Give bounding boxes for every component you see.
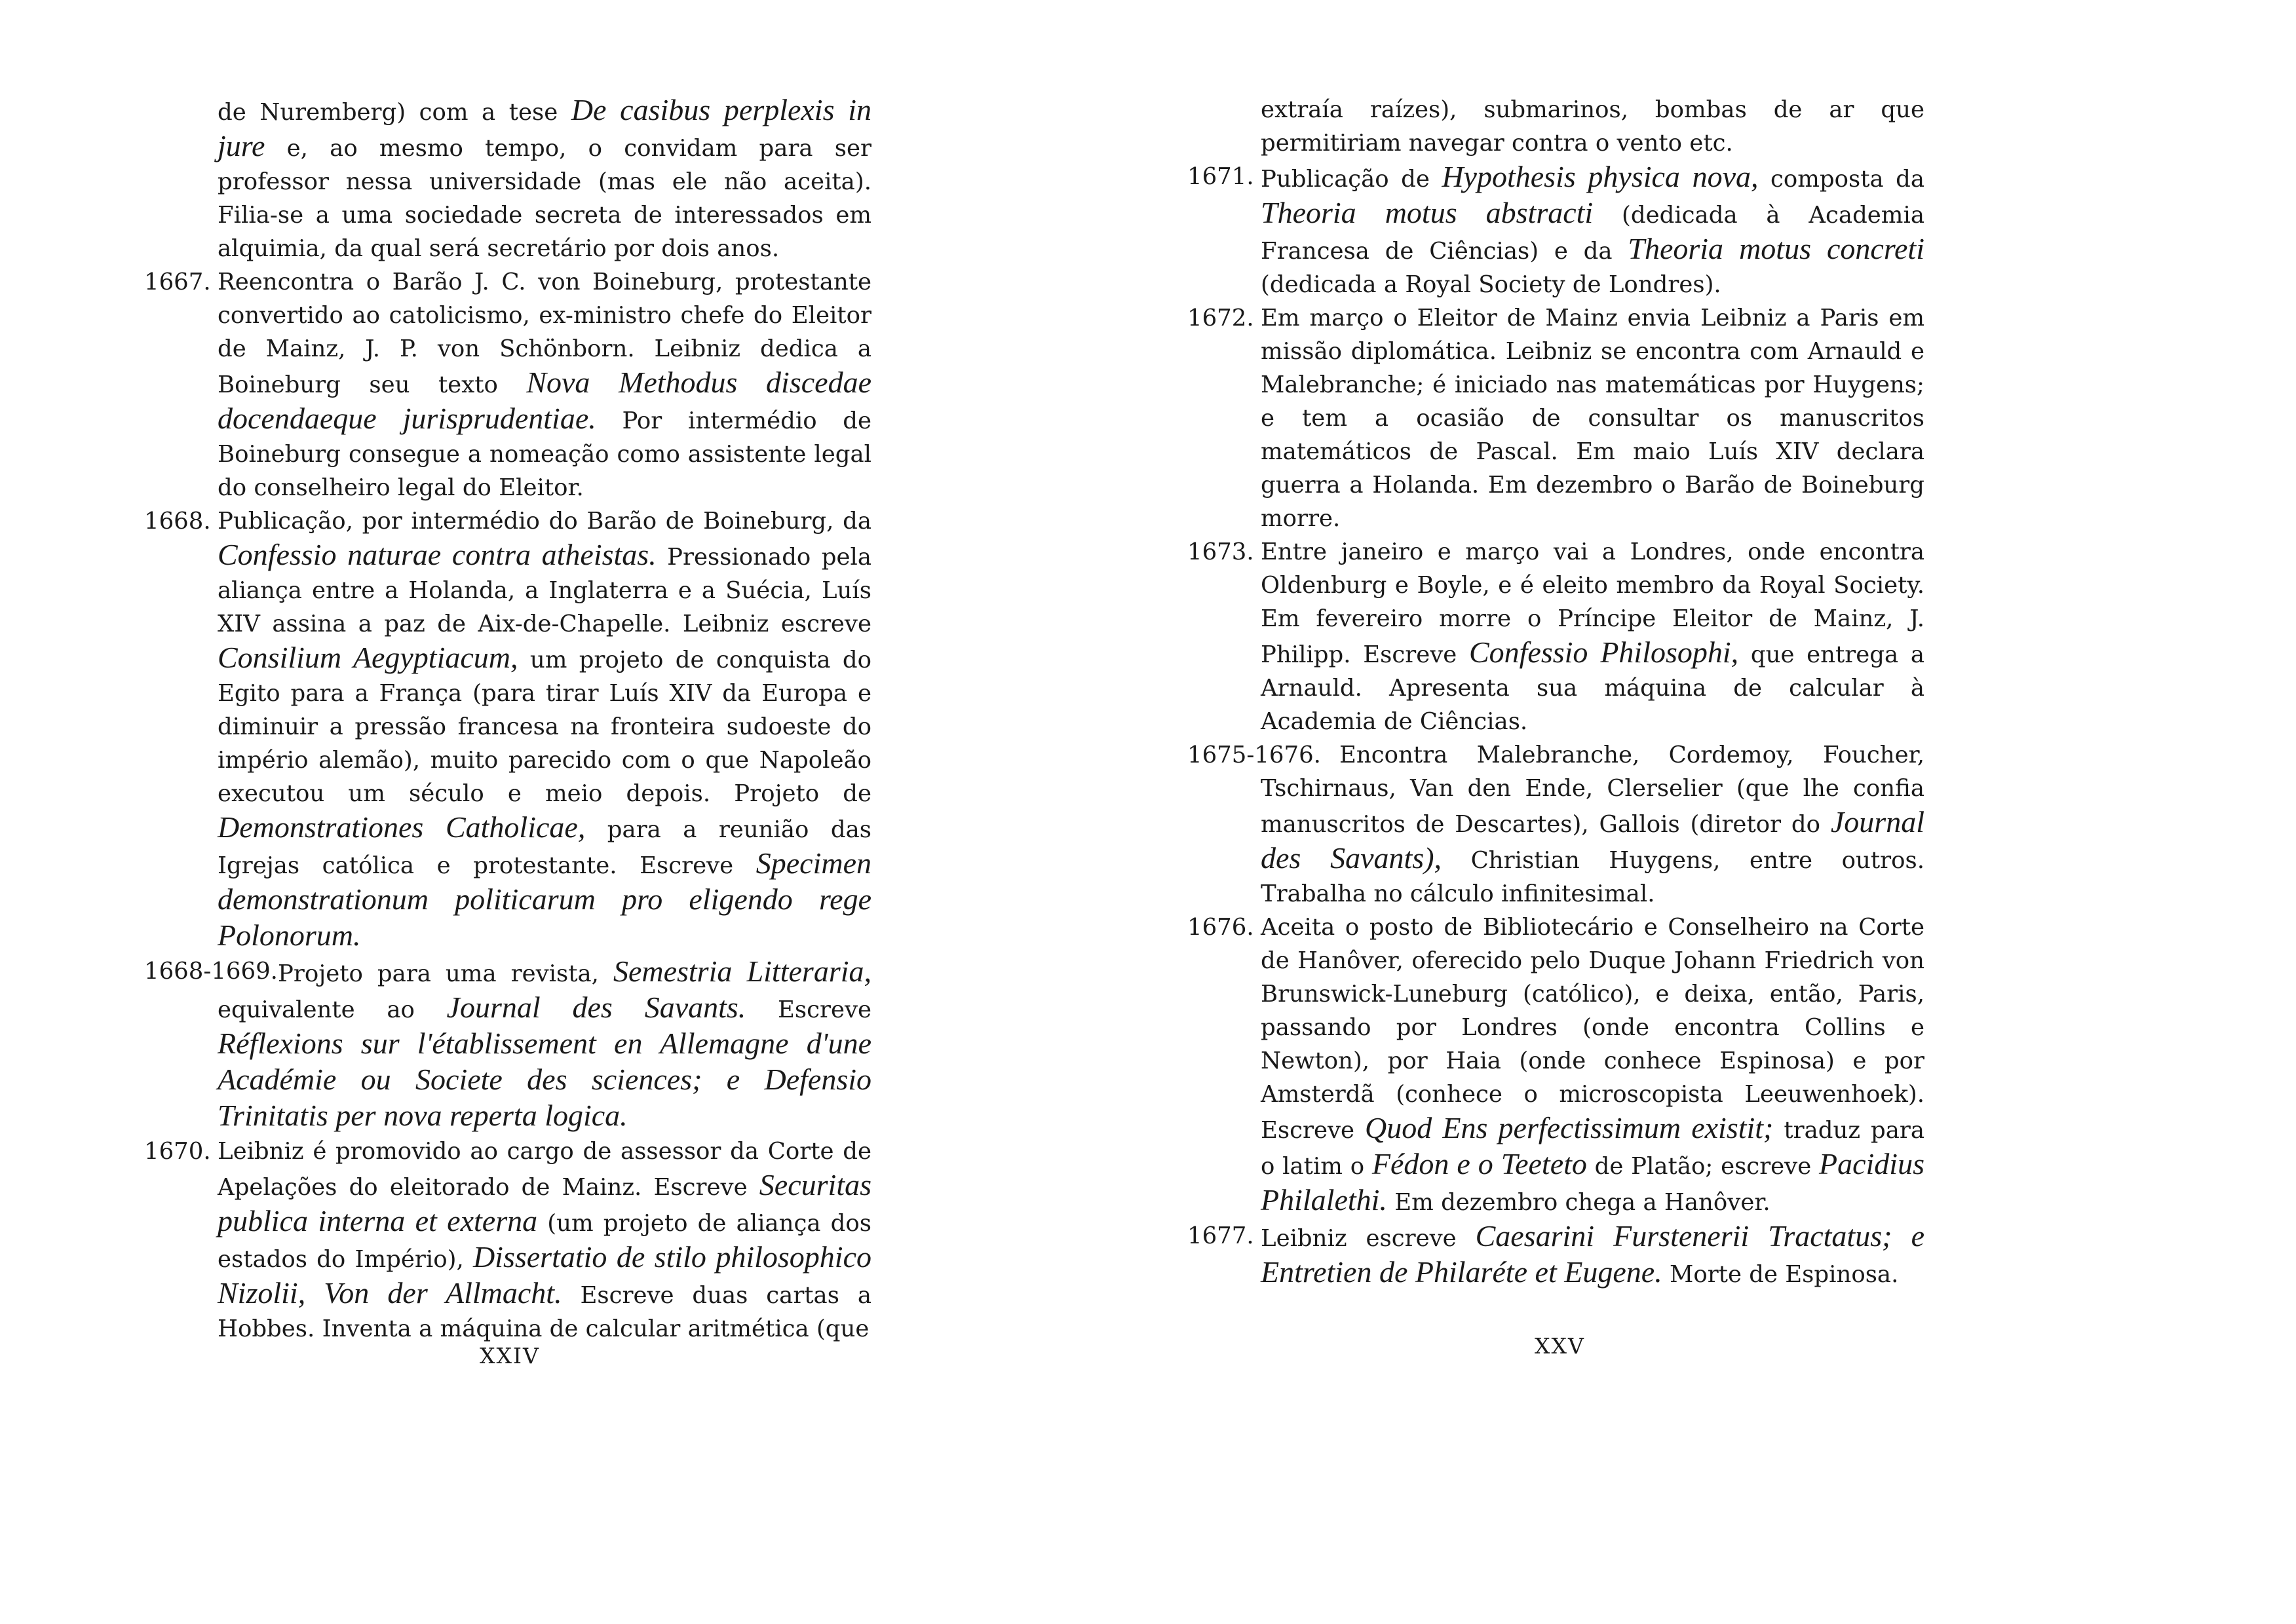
- entry-text: Escreve: [746, 996, 872, 1023]
- entry-year: 1676.: [1187, 914, 1254, 941]
- entry-text: Reencontra o Barão J. C. von Boineburg, protestante convertido ao catolicismo, ex-ministro chefe do Eleitor de Mainz, J. P. von Schönborn. Leibniz dedica a Boineburg seu texto: [218, 269, 871, 398]
- entry-text: Pressionado pela aliança entre a Holanda, a Inglaterra e a Suécia, Luís XIV assina a paz de Aix-de-Chapelle. Leibniz escreve: [218, 544, 871, 637]
- entry-text: equivalente ao: [218, 996, 447, 1023]
- page-number: XXIV: [480, 1343, 540, 1369]
- work-title: Confessio naturae contra atheistas.: [218, 538, 657, 571]
- work-title: Caesarini Furstenerii Tractatus; e Entretien de Philaréte et Eugene.: [1261, 1219, 1924, 1289]
- work-title: Nova Methodus discedae docendaeque jurisprudentiae.: [218, 366, 871, 435]
- left-page: [144, 93, 871, 1346]
- work-title: Theoria motus abstracti: [1261, 196, 1594, 229]
- work-title: Réflexions sur l'établissement en Allemagne d'une Académie ou Societe des sciences; e Defensio Trinitatis per nova reperta logica.: [218, 1027, 871, 1132]
- timeline-entry-1677: [1187, 1219, 1924, 1291]
- entry-text: Entre janeiro e março vai a Londres, onde encontra Oldenburg e Boyle, e é eleito membro da Royal Society. Em fevereiro morre o Príncipe Eleitor de Mainz, J. Philipp. Escreve: [1261, 538, 1924, 668]
- work-title: Semestria Litteraria,: [613, 954, 871, 988]
- timeline-entry-1673: [1187, 535, 1924, 738]
- left-continuation: [144, 93, 871, 265]
- timeline-entry-1676: [1187, 911, 1924, 1219]
- work-title: De casibus perplexis in jure: [218, 93, 871, 162]
- entry-text: Escreve duas cartas a Hobbes. Inventa a máquina de calcular aritmética (que: [218, 1282, 871, 1342]
- timeline-entry-1672: [1187, 301, 1924, 535]
- entry-year: 1673.: [1187, 538, 1254, 565]
- work-title: Consilium Aegyptiacum,: [218, 641, 518, 674]
- entry-text: (dedicada à Academia Francesa de Ciências) e da: [1261, 202, 1924, 265]
- entry-text: Morte de Espinosa.: [1662, 1261, 1899, 1288]
- timeline-entry-1675-1676: [1187, 738, 1924, 911]
- entry-text: Leibniz escreve: [1261, 1225, 1476, 1252]
- entry-text: (dedicada a Royal Society de Londres).: [1261, 271, 1721, 298]
- entry-text: composta da: [1758, 166, 1925, 193]
- entry-text: Projeto para uma revista,: [278, 960, 613, 987]
- entry-year: 1671.: [1187, 163, 1254, 190]
- entry-text: traduz para o latim o: [1261, 1117, 1924, 1180]
- work-title: Demonstrationes Catholicae,: [218, 810, 586, 844]
- entry-year: 1677.: [1187, 1222, 1254, 1249]
- entry-year: 1672.: [1187, 305, 1254, 331]
- timeline-entry-1668: [144, 504, 871, 954]
- timeline-entry-1670: [144, 1135, 871, 1346]
- entry-year: 1668.: [144, 508, 211, 535]
- work-title: Fédon e o Teeteto: [1371, 1147, 1587, 1180]
- entry-text: para a reunião das Igrejas católica e protestante. Escreve: [218, 816, 871, 879]
- entry-text: um projeto de conquista do Egito para a França (para tirar Luís XIV da Europa e diminuir a pressão francesa na fronteira sudoeste do império alemão), muito parecido com o que Napoleão executou um século e meio depois. Projeto de: [218, 647, 871, 807]
- entry-text: Por intermédio de Boineburg consegue a nomeação como assistente legal do conselheiro legal do Eleitor.: [218, 407, 872, 501]
- work-title: Hypothesis physica nova,: [1442, 160, 1759, 193]
- right-continuation: [1187, 93, 1924, 160]
- entry-text: Publicação de: [1261, 166, 1442, 193]
- work-title: Journal des Savants),: [1261, 805, 1924, 875]
- entry-year: 1670.: [144, 1138, 211, 1165]
- entry-year: 1675-1676.: [1187, 742, 1321, 768]
- timeline-entry-1668-1669: [144, 954, 871, 1135]
- work-title: Securitas publica interna et externa: [218, 1168, 871, 1237]
- entry-text: e, ao mesmo tempo, o convidam para ser professor nessa universidade (mas ele não aceita). Filia-se a uma sociedade secreta de interessados em alquimia, da qual será secretário por dois anos.: [218, 135, 871, 262]
- entry-text: que entrega a Arnauld. Apresenta sua máquina de calcular à Academia de Ciências.: [1261, 641, 1924, 735]
- entry-text: Encontra Malebranche, Cordemoy, Foucher, Tschirnaus, Van den Ende, Clerselier (que lhe confia manuscritos de Descartes), Gallois (diretor do: [1261, 742, 1924, 838]
- work-title: Theoria motus concreti: [1628, 232, 1924, 265]
- work-title: Specimen demonstrationum politicarum pro eligendo rege Polonorum.: [218, 846, 871, 952]
- entry-text: (um projeto de aliança dos estados do Império),: [218, 1210, 871, 1273]
- timeline-entry-1671: [1187, 160, 1924, 301]
- entry-text: extraía raízes), submarinos, bombas de ar que permitiriam navegar contra o vento etc.: [1261, 96, 1924, 157]
- entry-year: 1667.: [144, 269, 211, 295]
- entry-year: 1668-1669.: [144, 958, 278, 985]
- work-title: Journal des Savants.: [446, 991, 746, 1024]
- page-number: XXV: [1535, 1333, 1585, 1359]
- entry-text: de Nuremberg) com a tese: [218, 99, 571, 126]
- timeline-entry-1667: [144, 265, 871, 504]
- entry-text: Em março o Eleitor de Mainz envia Leibniz a Paris em missão diplomática. Leibniz se encontra com Arnauld e Malebranche; é iniciado nas matemáticas por Huygens; e tem a ocasião de consultar os manuscritos matemáticos de Pascal. Em maio Luís XIV declara guerra a Holanda. Em dezembro o Barão de Boineburg morre.: [1261, 305, 1924, 532]
- entry-text: Aceita o posto de Bibliotecário e Conselheiro na Corte de Hanôver, oferecido pelo Duque Johann Friedrich von Brunswick-Luneburg (católico), e deixa, então, Paris, passando por Londres (onde encontra Collins e Newton), por Haia (onde conhece Espinosa) e por Amsterdã (conhece o microscopista Leeuwenhoek). Escreve: [1261, 914, 1924, 1144]
- work-title: Quod Ens perfectissimum existit;: [1365, 1111, 1774, 1144]
- right-page: [1187, 93, 1924, 1291]
- work-title: Pacidius Philalethi.: [1261, 1147, 1924, 1217]
- entry-text: Christian Huygens, entre outros. Trabalha no cálculo infinitesimal.: [1261, 847, 1924, 907]
- work-title: Confessio Philosophi,: [1468, 635, 1739, 669]
- entry-text: de Platão; escreve: [1586, 1153, 1820, 1180]
- entry-text: Em dezembro chega a Hanôver.: [1387, 1189, 1770, 1216]
- work-title: Dissertatio de stilo philosophico Nizolii, Von der Allmacht.: [218, 1240, 871, 1310]
- entry-text: Publicação, por intermédio do Barão de Boineburg, da: [218, 508, 871, 535]
- entry-text: Leibniz é promovido ao cargo de assessor da Corte de Apelações do eleitorado de Mainz. Escreve: [218, 1138, 871, 1201]
